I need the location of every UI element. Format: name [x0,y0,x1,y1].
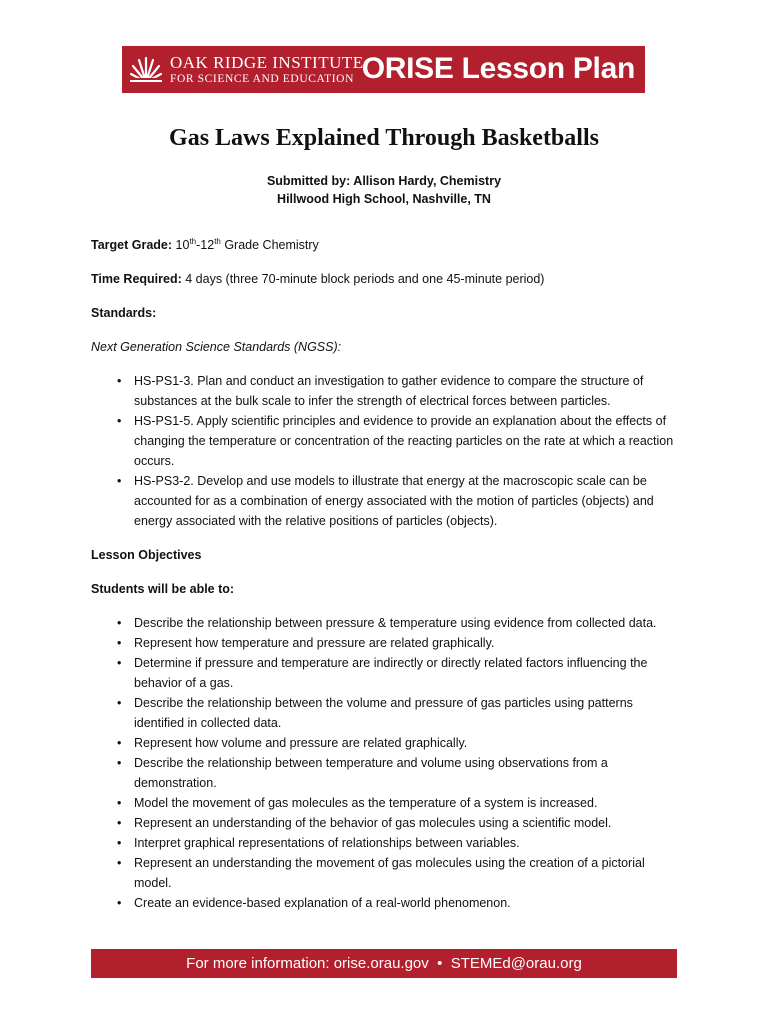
org-name: OAK RIDGE INSTITUTE [170,53,364,72]
bullet-icon: • [117,896,122,910]
objective-text: Determine if pressure and temperature are indirectly or directly related factors influencing the behavior of a gas. [134,656,648,690]
bullet-icon: • [117,636,122,650]
objective-text: Model the movement of gas molecules as the temperature of a system is increased. [134,796,598,810]
list-item [91,793,681,813]
list-item [91,371,681,411]
bullet-icon: • [117,816,122,830]
org-subtitle: FOR SCIENCE AND EDUCATION [170,73,354,85]
standard-text: HS-PS1-3. Plan and conduct an investigation to gather evidence to compare the structure of substances at the bulk scale to infer the strength of electrical forces between particles. [134,374,644,408]
submission-info [0,172,768,208]
footer-banner: For more information: orise.orau.gov • STEMEd@orau.org [91,949,677,978]
list-item [91,833,681,853]
objectives-intro [91,579,681,599]
bullet-icon: • [117,656,122,670]
objective-text: Interpret graphical representations of relationships between variables. [134,836,520,850]
bullet-icon: • [117,696,122,710]
banner-title: ORISE Lesson Plan [361,52,635,85]
standards-heading [91,303,681,323]
document-title: Gas Laws Explained Through Basketballs [169,125,599,151]
standards-heading-text: Standards: [91,306,157,320]
bullet-icon: • [117,474,122,488]
objective-text: Describe the relationship between pressure & temperature using evidence from collected data. [134,616,657,630]
lesson-content [91,235,681,913]
list-item [91,471,681,531]
list-item [91,893,681,913]
objective-text: Describe the relationship between temperature and volume using observations from a demonstration. [134,756,608,790]
standards-list [91,371,681,531]
grade-start: 10 [175,238,190,252]
grade-start-suffix: th [189,236,197,246]
list-item [91,411,681,471]
bullet-icon: • [117,756,122,770]
objective-text: Represent an understanding of the behavior of gas molecules using a scientific model. [134,816,612,830]
header-banner [122,46,645,93]
list-item [91,733,681,753]
standard-text: HS-PS1-5. Apply scientific principles and evidence to provide an explanation about the effects of changing the temperature or concentration of the reacting particles on the rate at which a reaction occurs. [134,414,674,468]
objective-text: Represent how temperature and pressure are related graphically. [134,636,495,650]
objectives-list [91,613,681,913]
bullet-icon: • [117,856,122,870]
bullet-icon: • [117,736,122,750]
grade-end: 12 [200,238,215,252]
objectives-intro-text: Students will be able to: [91,582,235,596]
list-item [91,693,681,733]
school-name: Hillwood High School, Nashville, TN [277,192,491,206]
grade-subject: Grade Chemistry [220,238,319,252]
objective-text: Describe the relationship between the volume and pressure of gas particles using patterns identified in collected data. [134,696,633,730]
bullet-icon: • [117,616,122,630]
bullet-icon: • [117,836,122,850]
grade-dash: - [196,238,201,252]
list-item [91,853,681,893]
list-item [91,613,681,633]
objective-text: Create an evidence-based explanation of a real-world phenomenon. [134,896,511,910]
ngss-label: Next Generation Science Standards (NGSS): [91,340,342,354]
target-grade [91,235,681,255]
submitted-by: Submitted by: Allison Hardy, Chemistry [266,174,502,188]
objective-text: Represent an understanding the movement of gas molecules using the creation of a pictorial model. [134,856,645,890]
time-required-label: Time Required: [91,272,182,286]
grade-end-suffix: th [214,236,221,246]
time-required-value: 4 days (three 70-minute block periods and one 45-minute period) [181,272,545,286]
bullet-icon: • [117,796,122,810]
objectives-heading-text: Lesson Objectives [91,548,202,562]
bullet-icon: • [117,374,122,388]
sunburst-logo-icon [130,54,162,84]
list-item [91,753,681,793]
bullet-icon: • [117,414,122,428]
list-item [91,633,681,653]
list-item [91,813,681,833]
objectives-heading [91,545,681,565]
list-item [91,653,681,693]
target-grade-label: Target Grade: [91,238,173,252]
objective-text: Represent how volume and pressure are related graphically. [134,736,468,750]
standard-text: HS-PS3-2. Develop and use models to illustrate that energy at the macroscopic scale can be accounted for as a combination of energy associated with the motion of particles (objects) and energy associated with the relative positions of particles (objects). [134,474,654,528]
time-required [91,269,681,289]
